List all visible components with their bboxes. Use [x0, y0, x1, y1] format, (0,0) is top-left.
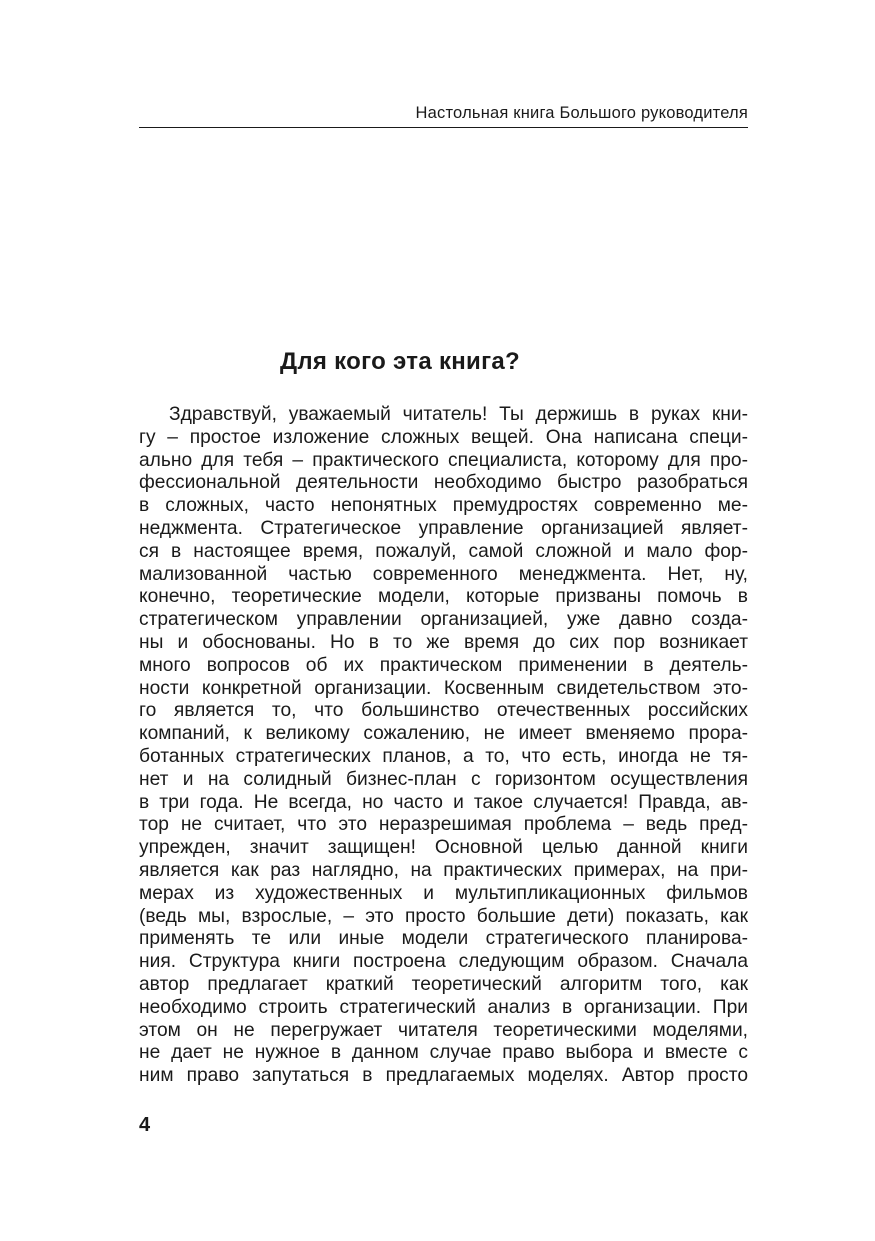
text-line: гу – простое изложение сложных вещей. Она написана специ-: [139, 426, 748, 448]
text-line: ально для тебя – практического специалиста, которому для про-: [139, 449, 748, 471]
body-paragraph: [139, 404, 748, 1088]
text-line: мализованной частью современного менеджмента. Нет, ну,: [139, 563, 748, 585]
text-line: нет и на солидный бизнес-план с горизонтом осуществления: [139, 768, 748, 790]
text-line: ним право запутаться в предлагаемых моделях. Автор просто: [139, 1065, 748, 1087]
text-line: ния. Структура книги построена следующим образом. Сначала: [139, 951, 748, 973]
text-line: компаний, к великому сожалению, не имеет вменяемо прора-: [139, 723, 748, 745]
text-line: ны и обоснованы. Но в то же время до сих пор возникает: [139, 631, 748, 653]
text-line: в сложных, часто непонятных премудростях современно ме-: [139, 495, 748, 517]
text-line: (ведь мы, взрослые, – это просто большие дети) показать, как: [139, 905, 748, 927]
text-line: Здравствуй, уважаемый читатель! Ты держишь в руках кни-: [169, 404, 748, 425]
text-line: тор не считает, что это неразрешимая проблема – ведь пред-: [139, 814, 748, 836]
text-line: ботанных стратегических планов, а то, что есть, иногда не тя-: [139, 745, 748, 767]
text-line: мерах из художественных и мультипликационных фильмов: [139, 882, 748, 904]
text-line: неджмента. Стратегическое управление организацией являет-: [139, 517, 748, 539]
text-line: не дает не нужное в данном случае право выбора и вместе с: [139, 1042, 748, 1064]
text-line: этом он не перегружает читателя теоретическими моделями,: [139, 1019, 748, 1041]
text-line: ности конкретной организации. Косвенным свидетельством это-: [139, 677, 748, 699]
text-line: го является то, что большинство отечественных российских: [139, 700, 748, 722]
text-line: в три года. Не всегда, но часто и такое случается! Правда, ав-: [139, 791, 748, 813]
text-line: ся в настоящее время, пожалуй, самой сложной и мало фор-: [139, 540, 748, 562]
text-line: упрежден, значит защищен! Основной целью данной книги: [139, 837, 748, 859]
text-line: фессиональной деятельности необходимо быстро разобраться: [139, 472, 748, 494]
text-line: применять те или иные модели стратегического планирова-: [139, 928, 748, 950]
text-line: необходимо строить стратегический анализ в организации. При: [139, 996, 748, 1018]
text-line: является как раз наглядно, на практических примерах, на при-: [139, 859, 748, 881]
page-number: 4: [139, 1114, 151, 1136]
text-line: стратегическом управлении организацией, уже давно созда-: [139, 609, 748, 631]
chapter-title: Для кого эта книга?: [279, 348, 521, 375]
text-line: конечно, теоретические модели, которые призваны помочь в: [139, 586, 748, 608]
text-line: много вопросов об их практическом применении в деятель-: [139, 654, 748, 676]
header-rule: [139, 127, 748, 128]
running-header: Настольная книга Большого руководителя: [415, 104, 748, 122]
text-line: автор предлагает краткий теоретический алгоритм того, как: [139, 973, 748, 995]
